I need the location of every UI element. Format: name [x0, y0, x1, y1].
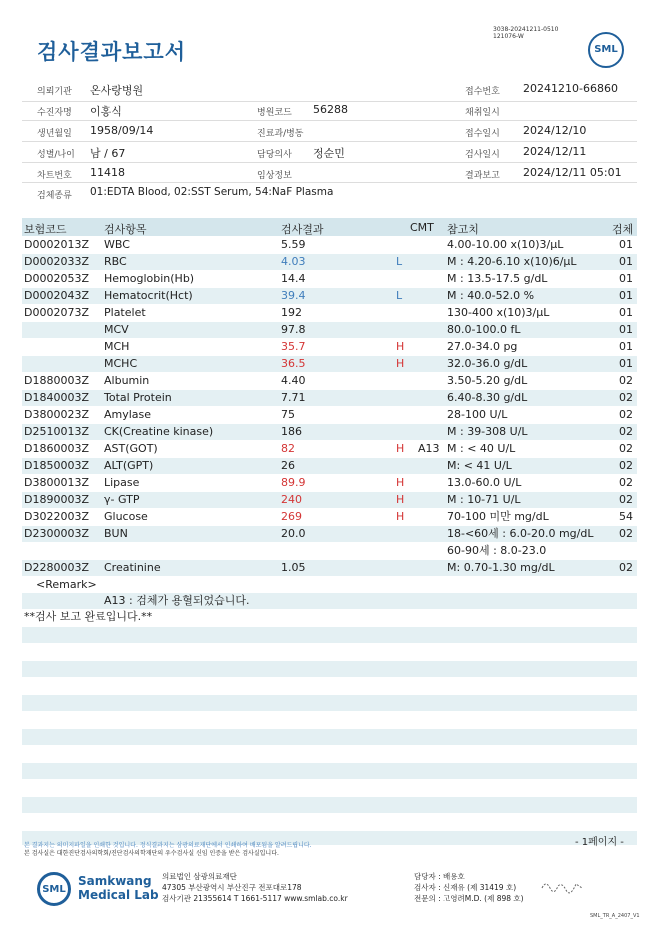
blank-row	[22, 797, 637, 813]
cell-specimen: 01	[619, 323, 633, 336]
cell-ref: M : 40.0-52.0 %	[447, 289, 535, 302]
report-complete-note: **검사 보고 완료입니다.**	[24, 610, 153, 623]
cell-result: 4.03	[281, 255, 306, 268]
column-header-cmt: CMT	[410, 221, 434, 234]
cell-code: D3800013Z	[24, 476, 89, 489]
patient-label: 수진자명	[37, 108, 72, 118]
cell-specimen: 02	[619, 527, 633, 540]
cell-flag: H	[396, 442, 405, 455]
institution-label: 의뢰기관	[37, 87, 72, 97]
cell-item: Albumin	[104, 374, 150, 387]
cell-result: 4.40	[281, 374, 306, 387]
cell-item: Hematocrit(Hct)	[104, 289, 193, 302]
remark-label: <Remark>	[36, 578, 97, 591]
footer-sml-logo: SML	[37, 872, 71, 906]
cell-ref: M : 4.20-6.10 x(10)6/µL	[447, 255, 577, 268]
cell-result: 82	[281, 442, 295, 455]
cell-code: D1860003Z	[24, 442, 89, 455]
cell-code: D0002043Z	[24, 289, 89, 302]
cell-specimen: 01	[619, 340, 633, 353]
cell-result: 75	[281, 408, 295, 421]
divider	[22, 120, 637, 121]
sml-logo: SML	[588, 32, 624, 68]
institution-value: 온사랑병원	[90, 84, 144, 97]
cell-item: RBC	[104, 255, 127, 268]
column-header-ref: 참고치	[447, 223, 479, 236]
cell-item: Total Protein	[104, 391, 172, 404]
cell-specimen: 01	[619, 272, 633, 285]
column-header-result: 검사결과	[281, 223, 324, 236]
cell-flag: H	[396, 340, 405, 353]
blank-row	[22, 627, 637, 643]
blank-row	[22, 763, 637, 779]
cell-item: WBC	[104, 238, 130, 251]
cell-result: 269	[281, 510, 302, 523]
cell-ref: M: 0.70-1.30 mg/dL	[447, 561, 555, 574]
cell-code: D3800023Z	[24, 408, 89, 421]
cell-specimen: 02	[619, 374, 633, 387]
patient-value: 이홍식	[90, 105, 122, 118]
cell-code: D2300003Z	[24, 527, 89, 540]
cell-result: 26	[281, 459, 295, 472]
receipt-date-value: 2024/12/10	[523, 124, 587, 137]
cell-ref: 28-100 U/L	[447, 408, 508, 421]
receipt-no-label: 접수번호	[465, 87, 500, 97]
cell-specimen: 01	[619, 255, 633, 268]
test-date-value: 2024/12/11	[523, 145, 587, 158]
divider	[22, 182, 637, 183]
cell-result: 97.8	[281, 323, 306, 336]
cell-result: 186	[281, 425, 302, 438]
cell-specimen: 01	[619, 289, 633, 302]
cell-item: Creatinine	[104, 561, 161, 574]
certification-notice: 본 검사실은 대한진단검사의학회/진단검사의학재단의 우수검사실 신임 인증을 받은 검사실입니다.	[24, 850, 279, 857]
specimen-value: 01:EDTA Blood, 02:SST Serum, 54:NaF Plasma	[90, 186, 334, 198]
footer-manager: 담당자 : 배용호	[414, 872, 465, 881]
cell-result: 39.4	[281, 289, 306, 302]
cell-specimen: 54	[619, 510, 633, 523]
receipt-date-label: 접수일시	[465, 129, 500, 139]
page-title: 검사결과보고서	[37, 40, 187, 64]
cell-result: 1.05	[281, 561, 306, 574]
cell-item: Glucose	[104, 510, 148, 523]
cell-item: Platelet	[104, 306, 146, 319]
cell-flag: H	[396, 476, 405, 489]
cell-ref: 27.0-34.0 pg	[447, 340, 518, 353]
cell-item: Amylase	[104, 408, 152, 421]
cell-ref: 3.50-5.20 g/dL	[447, 374, 528, 387]
cell-result: 7.71	[281, 391, 306, 404]
cell-result: 35.7	[281, 340, 306, 353]
cell-code: D0002013Z	[24, 238, 89, 251]
collect-label: 채취일시	[465, 108, 500, 118]
clinical-label: 임상정보	[257, 171, 292, 181]
cell-flag: L	[396, 255, 403, 268]
cell-specimen: 01	[619, 238, 633, 251]
divider	[22, 141, 637, 142]
sex-age-value: 남 / 67	[90, 147, 126, 160]
footer-specialist: 전문의 : 고영려M.D. (제 898 호)	[414, 894, 524, 903]
footer-address: 47305 부산광역시 부산진구 전포대로178	[162, 883, 302, 892]
cell-code: D1880003Z	[24, 374, 89, 387]
cell-result: 36.5	[281, 357, 306, 370]
signature-mark	[540, 878, 585, 894]
cell-item: γ- GTP	[104, 493, 140, 506]
cell-ref: M: < 41 U/L	[447, 459, 512, 472]
cell-code: D0002073Z	[24, 306, 89, 319]
cell-flag: H	[396, 510, 405, 523]
blank-row	[22, 695, 637, 711]
cell-code: D1850003Z	[24, 459, 89, 472]
cell-specimen: 02	[619, 476, 633, 489]
cell-result: 89.9	[281, 476, 306, 489]
cell-item: MCV	[104, 323, 129, 336]
cell-code: D2280003Z	[24, 561, 89, 574]
hospital-code-label: 병원코드	[257, 108, 292, 118]
cell-code: D1890003Z	[24, 493, 89, 506]
image-notice: 본 결과지는 의미지파일을 인쇄한 것입니다. 정식결과지는 삼광의료재단에서 인쇄하여 배포됨을 알려드립니다.	[24, 842, 312, 849]
cell-ref: 6.40-8.30 g/dL	[447, 391, 528, 404]
cell-item: Lipase	[104, 476, 140, 489]
divider	[22, 101, 637, 102]
cell-specimen: 01	[619, 357, 633, 370]
divider	[22, 162, 637, 163]
cell-specimen: 01	[619, 306, 633, 319]
cell-code: D3022003Z	[24, 510, 89, 523]
cell-item: MCHC	[104, 357, 138, 370]
cell-item: CK(Creatine kinase)	[104, 425, 214, 438]
cell-item: MCH	[104, 340, 130, 353]
report-label: 결과보고	[465, 171, 500, 181]
cell-specimen: 02	[619, 425, 633, 438]
footer-examiner: 검사자 : 신재유 (제 31419 호)	[414, 883, 517, 892]
footer-org: 의료법인 삼광의료재단	[162, 872, 237, 881]
cell-ref: 60-90세 : 8.0-23.0	[447, 544, 547, 557]
test-date-label: 검사일시	[465, 150, 500, 160]
chart-label: 차트번호	[37, 171, 72, 181]
doctor-value: 정순민	[313, 147, 345, 160]
cell-flag: H	[396, 357, 405, 370]
form-code: SML_TR_A_2407_V1	[590, 913, 640, 919]
cell-result: 240	[281, 493, 302, 506]
cell-result: 192	[281, 306, 302, 319]
cell-item: BUN	[104, 527, 128, 540]
cell-code: D1840003Z	[24, 391, 89, 404]
footer-brand: Samkwang Medical Lab	[78, 874, 159, 902]
receipt-no-value: 20241210-66860	[523, 82, 618, 95]
document-id: 3038-20241211-0510 121076-W	[493, 26, 559, 40]
cell-result: 5.59	[281, 238, 306, 251]
cell-ref: 130-400 x(10)3/µL	[447, 306, 550, 319]
chart-value: 11418	[90, 166, 125, 179]
dob-value: 1958/09/14	[90, 124, 154, 137]
cell-flag: H	[396, 493, 405, 506]
cell-flag: L	[396, 289, 403, 302]
cell-item: Hemoglobin(Hb)	[104, 272, 195, 285]
cell-code: D2510013Z	[24, 425, 89, 438]
cell-cmt: A13	[418, 442, 440, 455]
cell-item: AST(GOT)	[104, 442, 158, 455]
hospital-code-value: 56288	[313, 103, 348, 116]
cell-ref: 13.0-60.0 U/L	[447, 476, 522, 489]
column-header-code: 보험코드	[24, 223, 67, 236]
cell-specimen: 02	[619, 561, 633, 574]
cell-ref: 70-100 미만 mg/dL	[447, 510, 549, 523]
cell-specimen: 02	[619, 442, 633, 455]
sex-age-label: 성별/나이	[37, 150, 75, 160]
footer-contact: 검사기관 21355614 T 1661-5117 www.smlab.co.kr	[162, 894, 348, 903]
cell-item: ALT(GPT)	[104, 459, 154, 472]
cell-specimen: 02	[619, 493, 633, 506]
specimen-label: 검체종류	[37, 191, 72, 201]
cell-specimen: 02	[619, 408, 633, 421]
cell-result: 20.0	[281, 527, 306, 540]
cell-ref: 18-<60세 : 6.0-20.0 mg/dL	[447, 527, 594, 540]
cell-result: 14.4	[281, 272, 306, 285]
cell-code: D0002053Z	[24, 272, 89, 285]
cell-ref: 32.0-36.0 g/dL	[447, 357, 528, 370]
cell-specimen: 02	[619, 459, 633, 472]
doctor-label: 담당의사	[257, 150, 292, 160]
column-header-specimen: 검체	[612, 223, 634, 236]
cell-ref: M : 10-71 U/L	[447, 493, 521, 506]
cell-code: D0002033Z	[24, 255, 89, 268]
blank-row	[22, 729, 637, 745]
remark-a13: A13 : 검체가 용혈되었습니다.	[104, 594, 250, 607]
dept-label: 진료과/병동	[257, 129, 304, 139]
cell-ref: 4.00-10.00 x(10)3/µL	[447, 238, 564, 251]
cell-specimen: 02	[619, 391, 633, 404]
cell-ref: 80.0-100.0 fL	[447, 323, 521, 336]
dob-label: 생년월일	[37, 129, 72, 139]
blank-row	[22, 661, 637, 677]
cell-ref: M : 39-308 U/L	[447, 425, 528, 438]
cell-ref: M : 13.5-17.5 g/dL	[447, 272, 548, 285]
cell-ref: M : < 40 U/L	[447, 442, 516, 455]
page-number: - 1페이지 -	[575, 837, 624, 848]
report-value: 2024/12/11 05:01	[523, 166, 622, 179]
column-header-item: 검사항목	[104, 223, 147, 236]
